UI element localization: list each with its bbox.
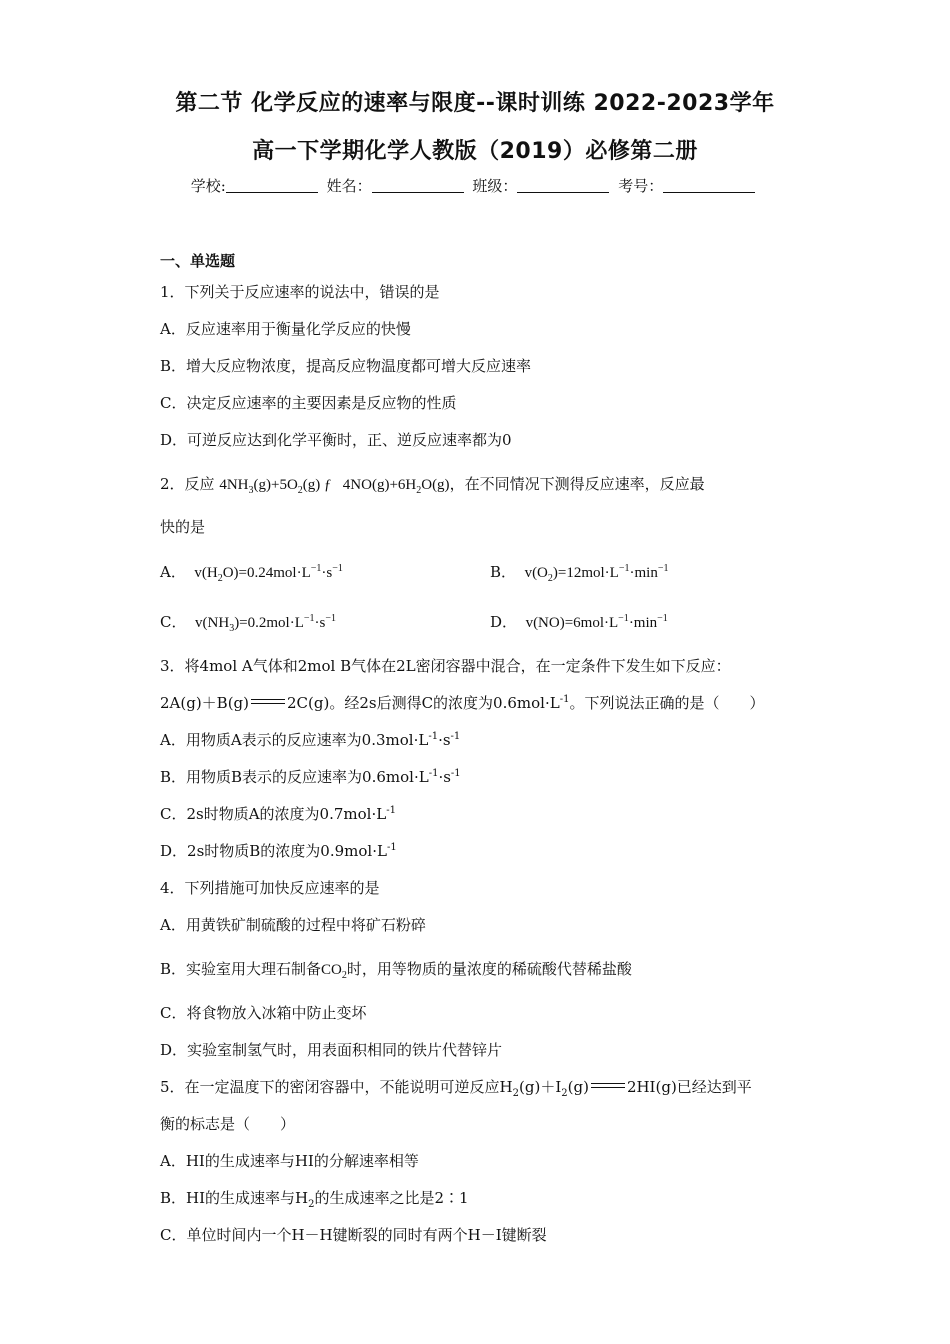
q1-option-c: C．决定反应速率的主要因素是反应物的性质 [160, 394, 457, 412]
q1-stem: 1．下列关于反应速率的说法中，错误的是 [160, 283, 440, 301]
q3-d-text: D．2s时物质B的浓度为0.9mol·L [160, 842, 387, 860]
q5-option-b: B．HI的生成速率与$H_2$的生成速率之比是2∶1 [160, 1189, 469, 1210]
class-blank[interactable] [517, 178, 609, 193]
school-label: 学校: [190, 177, 226, 195]
q3-eq-right: 2C(g)。经2s后测得C的浓度为0.6mol·L [287, 694, 560, 712]
page-title-line2: 高一下学期化学人教版（2019）必修第二册 [252, 139, 698, 164]
q2-option-d [490, 611, 668, 632]
q4-option-c: C．将食物放入冰箱中防止变坏 [160, 1004, 367, 1022]
q5-stem-prefix: 5．在一定温度下的密闭容器中，不能说明可逆反应 [160, 1078, 500, 1096]
q4-b-suffix: 时，用等物质的量浓度的稀硫酸代替稀盐酸 [346, 960, 632, 978]
class-label: 班级： [472, 177, 518, 195]
q5-option-c: C．单位时间内一个H－H键断裂的同时有两个H－I键断裂 [160, 1226, 547, 1244]
q2-option-c [160, 611, 336, 632]
q1-option-b: B．增大反应物浓度，提高反应物温度都可增大反应速率 [160, 357, 532, 375]
q4-b-formula: $CO_2$ [321, 962, 347, 981]
q5-b-suffix: 的生成速率之比是2∶1 [314, 1189, 469, 1207]
q3-b-text: B．用物质B表示的反应速率为0.6mol·L [160, 768, 429, 786]
q2-d-formula: $v(NO)=6mol\cdot L^{-1}\cdot\min^{-1}$ [521, 613, 668, 631]
school-blank[interactable] [226, 178, 318, 193]
q2-equation: $4NH_3(g)+5O_2(g)$ ƒ $4NO(g)+6H_2O(g)$ [219, 477, 450, 496]
q2-a-label: A． [160, 563, 186, 581]
exam-no-label: 考号： [618, 177, 664, 195]
q2-option-a [160, 561, 343, 582]
q2-a-formula: $v(H_2O)=0.24mol\cdot L^{-1}\cdot s^{-1}$ [190, 563, 343, 584]
q3-c-text: C．2s时物质A的浓度为0.7mol·L [160, 805, 387, 823]
name-label: 姓名： [326, 177, 372, 195]
q2-stem-prefix: 2．反应 [160, 475, 215, 493]
q1-option-a: A．反应速率用于衡量化学反应的快慢 [160, 320, 411, 338]
q5-stem [160, 1076, 752, 1097]
q3-stem-tail: 。下列说法正确的是（ ） [569, 694, 765, 712]
section-title: 一、单选题 [160, 252, 236, 270]
q5-b-prefix: B．HI的生成速率与H [160, 1189, 309, 1207]
q2-stem-line2: 快的是 [160, 518, 206, 536]
equilibrium-arrow-icon [591, 1082, 625, 1090]
q4-option-b [160, 958, 632, 979]
q2-option-b [490, 561, 668, 582]
q3-stem-line1: 3．将4mol A气体和2mol B气体在2L密闭容器中混合，在一定条件下发生如下反应： [160, 657, 731, 675]
q2-stem-suffix: ，在不同情况下测得反应速率，反应最 [449, 475, 705, 493]
q5-stem-line2: 衡的标志是（ ） [160, 1115, 296, 1133]
q2-stem [160, 473, 705, 494]
q4-stem: 4．下列措施可加快反应速率的是 [160, 879, 380, 897]
name-blank[interactable] [372, 178, 464, 193]
q3-eq-left: 2A(g)＋B(g) [160, 694, 250, 712]
q3-a-text: A．用物质A表示的反应速率为0.3mol·L [160, 731, 429, 749]
q3-option-b: B．用物质B表示的反应速率为$0.6mol\cdot L^{-1}\cdot s^{-1}$ [160, 768, 461, 786]
q2-b-label: B． [490, 563, 517, 581]
page-title-line1: 第二节 化学反应的速率与限度--课时训练 2022-2023学年 [175, 91, 775, 116]
equilibrium-arrow-icon [251, 698, 285, 706]
q2-d-label: D． [490, 613, 518, 631]
q2-c-formula: $v(NH_3)=0.2mol\cdot L^{-1}\cdot s^{-1}$ [191, 613, 337, 634]
exam-no-blank[interactable] [663, 178, 755, 193]
q3-stem-line2: 2A(g)＋B(g) 2C(g)。经2s后测得C的浓度为$0.6mol\cdot L^{-1}$。下列说法正确的是（ ） [160, 694, 765, 712]
q4-b-prefix: B．实验室用大理石制备 [160, 960, 322, 978]
q5-option-a: A．HI的生成速率与HI的分解速率相等 [160, 1152, 419, 1170]
q1-option-d: D．可逆反应达到化学平衡时，正、逆反应速率都为0 [160, 431, 512, 449]
student-info-row [0, 175, 950, 196]
q2-b-formula: $v(O_2)=12mol\cdot L^{-1}\cdot\min^{-1}$ [520, 563, 669, 584]
q5-equation: $H_2(g)+I_2(g)$ [499, 1078, 589, 1099]
q2-c-label: C． [160, 613, 187, 631]
q4-option-a: A．用黄铁矿制硫酸的过程中将矿石粉碎 [160, 916, 426, 934]
q3-option-a: A．用物质A表示的反应速率为$0.3mol\cdot L^{-1}\cdot s^{-1}$ [160, 731, 461, 749]
q3-option-c: C．2s时物质A的浓度为$0.7mol\cdot L^{-1}$ [160, 805, 396, 823]
q5-stem-suffix: 2HI(g)已经达到平 [626, 1078, 752, 1096]
q3-option-d: D．2s时物质B的浓度为$0.9mol\cdot L^{-1}$ [160, 842, 397, 860]
q4-option-d: D．实验室制氢气时，用表面积相同的铁片代替锌片 [160, 1041, 503, 1059]
